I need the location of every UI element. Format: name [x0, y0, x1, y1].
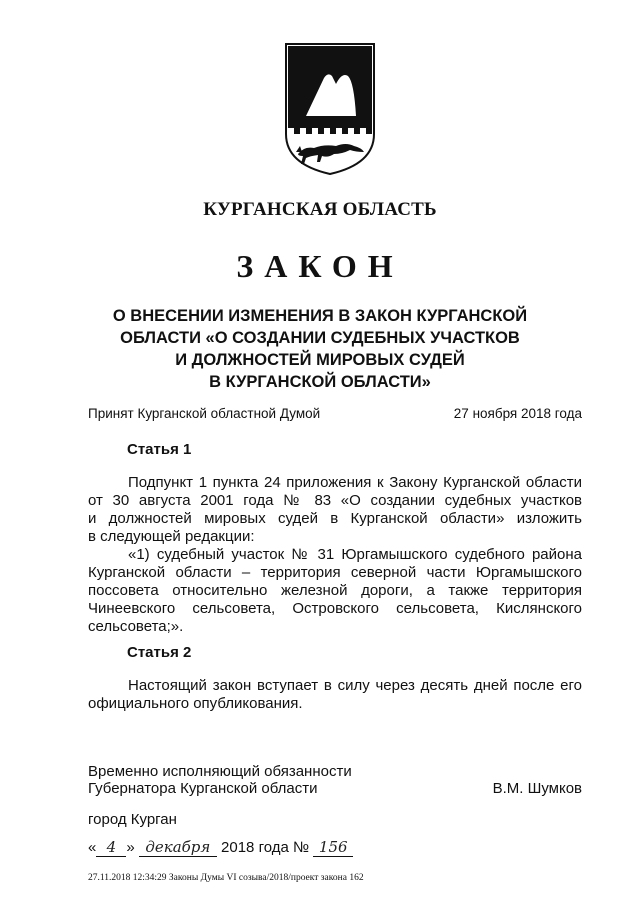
- signatory-position-line-2: Губернатора Курганской области: [88, 780, 318, 797]
- article-1-line-8: Чинеевского сельсовета, Островского сельсовета, Кислянского: [88, 600, 582, 617]
- document-type: ЗАКОН: [236, 248, 404, 284]
- article-1-line-4: в следующей редакции:: [88, 528, 255, 545]
- place-of-signing: город Курган: [88, 811, 177, 828]
- region-name: КУРГАНСКАЯ ОБЛАСТЬ: [203, 199, 437, 220]
- date-close-quote: »: [126, 839, 135, 856]
- article-1-line-3: и должностей мировых судей в Курганской области» изложить: [88, 510, 582, 527]
- footer-file-info: 27.11.2018 12:34:29 Законы Думы VI созыва/2018/проект закона 162: [88, 873, 364, 883]
- signatory-name: В.М. Шумков: [492, 780, 582, 797]
- article-2-heading: Статья 2: [127, 644, 192, 661]
- signing-day: 4: [96, 838, 126, 857]
- article-1-heading: Статья 1: [127, 441, 192, 458]
- date-open-quote: «: [88, 839, 97, 856]
- signatory-position-line-1: Временно исполняющий обязанности: [88, 763, 352, 780]
- article-1-line-9: сельсовета;».: [88, 618, 184, 635]
- article-2-line-1: Настоящий закон вступает в силу через десять дней после его: [128, 677, 582, 694]
- signing-year-text: 2018 года №: [221, 839, 310, 856]
- law-title-line-2: ОБЛАСТИ «О СОЗДАНИИ СУДЕБНЫХ УЧАСТКОВ: [120, 329, 520, 347]
- signing-date-row: [88, 838, 353, 857]
- coat-of-arms-emblem: [284, 42, 376, 176]
- article-1-line-7: поссовета относительно железной дороги, а также территория: [88, 582, 582, 599]
- adopted-date: 27 ноября 2018 года: [453, 406, 582, 421]
- article-1-line-5: «1) судебный участок № 31 Юргамышского судебного района: [128, 546, 582, 563]
- article-1-line-1: Подпункт 1 пункта 24 приложения к Закону Курганской области: [128, 474, 582, 491]
- law-title-line-4: В КУРГАНСКОЙ ОБЛАСТИ»: [209, 373, 431, 391]
- article-2-line-2: официального опубликования.: [88, 695, 303, 712]
- article-1-line-6: Курганской области – территория северной части Юргамышского: [88, 564, 582, 581]
- signing-month: декабря: [139, 838, 217, 857]
- law-number: 156: [313, 838, 353, 857]
- law-title-line-3: И ДОЛЖНОСТЕЙ МИРОВЫХ СУДЕЙ: [175, 351, 465, 369]
- law-title-line-1: О ВНЕСЕНИИ ИЗМЕНЕНИЯ В ЗАКОН КУРГАНСКОЙ: [112, 307, 528, 325]
- article-1-line-2: от 30 августа 2001 года № 83 «О создании судебных участков: [88, 492, 582, 509]
- adopted-by: Принят Курганской областной Думой: [88, 406, 321, 421]
